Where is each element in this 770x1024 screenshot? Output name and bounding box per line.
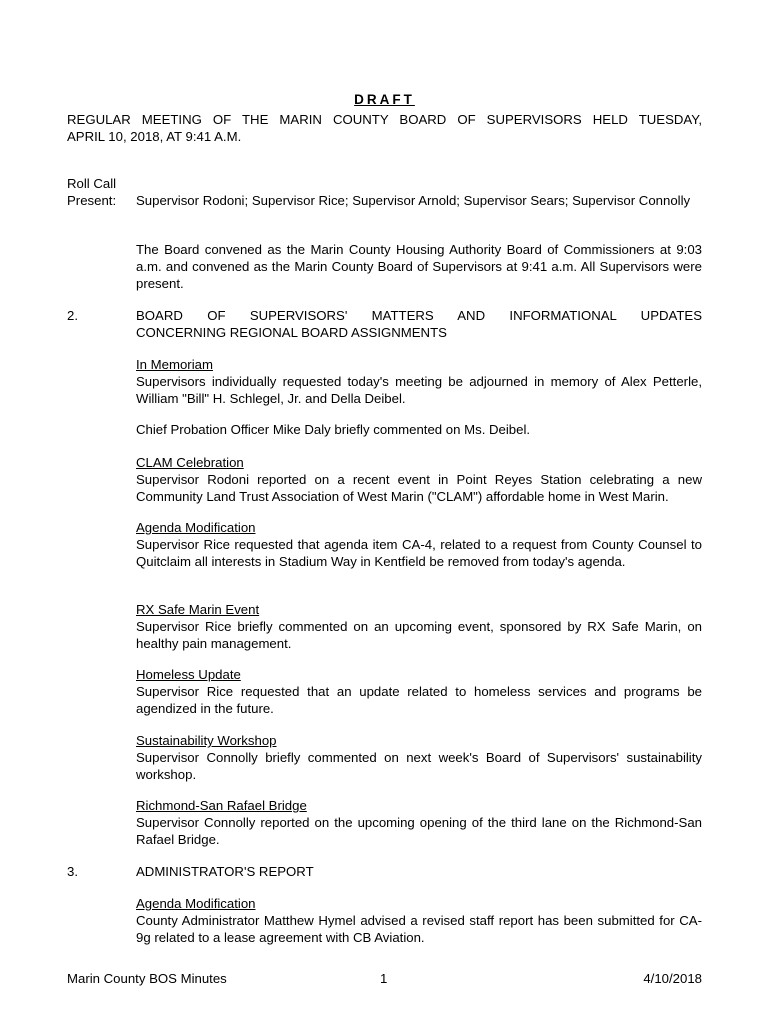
- item-2-number: 2.: [67, 308, 78, 323]
- footer-document-name: Marin County BOS Minutes: [67, 971, 227, 986]
- homeless-section: [136, 666, 702, 717]
- present-supervisors: Supervisor Rodoni; Supervisor Rice; Supervisor Arnold; Supervisor Sears; Supervisor Connolly: [136, 193, 691, 208]
- present-label: Present:: [67, 193, 117, 208]
- homeless-heading: Homeless Update: [136, 667, 241, 682]
- footer-date: 4/10/2018: [643, 971, 702, 986]
- rx-safe-text: Supervisor Rice briefly commented on an upcoming event, sponsored by RX Safe Marin, on healthy pain management.: [136, 619, 702, 651]
- item-2-title: [136, 307, 702, 341]
- footer-page-number: 1: [380, 971, 388, 986]
- agenda-modification-text: Supervisor Rice requested that agenda item CA-4, related to a request from County Counsel to Quitclaim all interests in Stadium Way in Kentfield be removed from today's agenda.: [136, 537, 702, 569]
- bridge-section: [136, 797, 702, 848]
- sustainability-heading: Sustainability Workshop: [136, 733, 277, 748]
- agenda-modification-heading: Agenda Modification: [136, 520, 256, 535]
- admin-agenda-modification-section: [136, 895, 702, 946]
- rx-safe-heading: RX Safe Marin Event: [136, 602, 260, 617]
- item-3-number: 3.: [67, 864, 78, 879]
- item-3-title: ADMINISTRATOR'S REPORT: [136, 864, 314, 879]
- in-memoriam-section: [136, 356, 702, 407]
- draft-heading: DRAFT: [354, 92, 415, 107]
- admin-agenda-modification-text: County Administrator Matthew Hymel advised a revised staff report has been submitted for CA-9g related to a lease agreement with CB Aviation.: [136, 913, 702, 945]
- sustainability-section: [136, 732, 702, 783]
- meeting-title-line-1: REGULAR MEETING OF THE MARIN COUNTY BOARD OF SUPERVISORS HELD TUESDAY,: [67, 112, 702, 127]
- convened-paragraph: The Board convened as the Marin County Housing Authority Board of Commissioners at 9:03 a.m. and convened as the Marin County Board of Supervisors at 9:41 a.m. All Supervisors were present.: [136, 242, 702, 291]
- admin-agenda-modification-heading: Agenda Modification: [136, 896, 256, 911]
- in-memoriam-text: Supervisors individually requested today's meeting be adjourned in memory of Alex Petterle, William "Bill" H. Schlegel, Jr. and Della Deibel.: [136, 374, 702, 406]
- agenda-modification-section: [136, 519, 702, 570]
- clam-section: [136, 454, 702, 505]
- roll-call-label: Roll Call: [67, 176, 117, 191]
- item-2-title-line-1: BOARD OF SUPERVISORS' MATTERS AND INFORMATIONAL UPDATES: [136, 308, 702, 323]
- meeting-title: [67, 111, 702, 145]
- homeless-text: Supervisor Rice requested that an update related to homeless services and programs be agendized in the future.: [136, 684, 702, 716]
- clam-text: Supervisor Rodoni reported on a recent event in Point Reyes Station celebrating a new Community Land Trust Association of West Marin ("CLAM") affordable home in West Marin.: [136, 472, 702, 504]
- bridge-text: Supervisor Connolly reported on the upcoming opening of the third lane on the Richmond-San Rafael Bridge.: [136, 815, 702, 847]
- bridge-heading: Richmond-San Rafael Bridge: [136, 798, 307, 813]
- probation-paragraph: Chief Probation Officer Mike Daly briefly commented on Ms. Deibel.: [136, 422, 531, 437]
- meeting-title-line-2: APRIL 10, 2018, AT 9:41 A.M.: [67, 129, 242, 144]
- clam-heading: CLAM Celebration: [136, 455, 244, 470]
- in-memoriam-heading: In Memoriam: [136, 357, 213, 372]
- rx-safe-section: [136, 601, 702, 652]
- sustainability-text: Supervisor Connolly briefly commented on next week's Board of Supervisors' sustainability workshop.: [136, 750, 702, 782]
- item-2-title-line-2: CONCERNING REGIONAL BOARD ASSIGNMENTS: [136, 325, 447, 340]
